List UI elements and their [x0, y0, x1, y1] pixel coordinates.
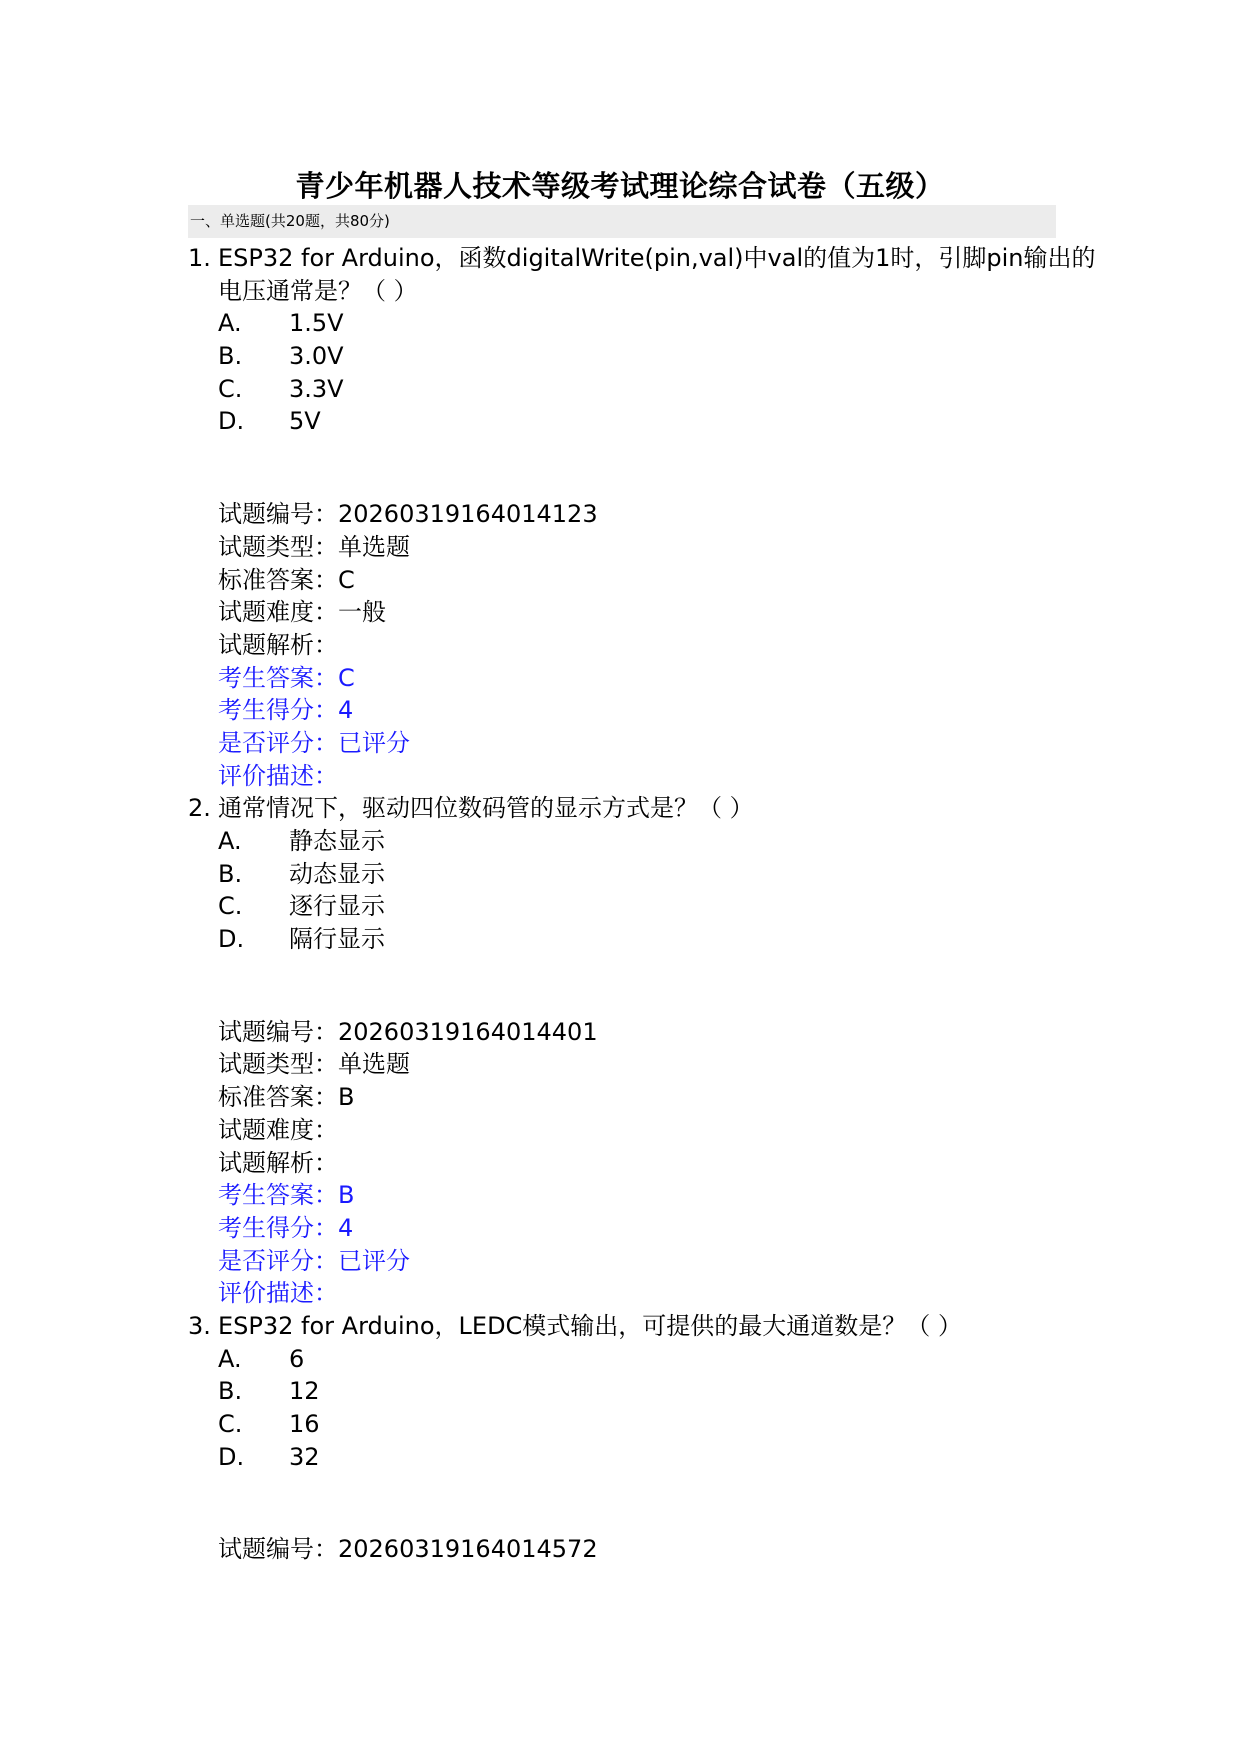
option-text: 3.3V — [289, 374, 344, 403]
meta-type — [218, 531, 1108, 564]
option-letter: A. — [218, 309, 242, 338]
option-text: 5V — [289, 407, 321, 436]
question-text: ESP32 for Arduino，LEDC模式输出，可提供的最大通道数是？（ ） — [218, 1311, 962, 1340]
option-letter: B. — [218, 1377, 243, 1406]
meta-value: C — [338, 565, 355, 594]
meta-label: 是否评分： — [218, 728, 338, 757]
page-title: 青少年机器人技术等级考试理论综合试卷（五级） — [295, 169, 945, 203]
meta-label: 试题编号： — [218, 1017, 338, 1046]
option-a — [218, 307, 1108, 340]
option-text: 动态显示 — [289, 859, 385, 888]
meta-label: 考生答案： — [218, 1181, 338, 1210]
option-letter: D. — [218, 925, 245, 954]
option-letter: D. — [218, 407, 245, 436]
option-c — [218, 1408, 1108, 1441]
meta-label: 考生得分： — [218, 696, 338, 725]
option-list — [218, 307, 1108, 438]
option-b — [218, 340, 1108, 373]
meta-comment — [218, 1277, 1108, 1310]
option-c — [218, 890, 1108, 923]
meta-label: 试题编号： — [218, 1535, 338, 1564]
meta-label: 评价描述： — [218, 1279, 338, 1308]
meta-label: 试题编号： — [218, 500, 338, 529]
option-letter: C. — [218, 892, 243, 921]
question-text: ESP32 for Arduino，函数digitalWrite(pin,val)中val的值为1时，引脚pin输出的电压通常是？（ ） — [218, 244, 1096, 305]
option-b — [218, 858, 1108, 891]
meta-value: B — [338, 1181, 355, 1210]
option-text: 6 — [289, 1344, 305, 1373]
meta-value: B — [338, 1083, 355, 1112]
question-text: 通常情况下，驱动四位数码管的显示方式是？（ ） — [218, 794, 754, 823]
meta-label: 试题难度： — [218, 598, 338, 627]
option-letter: C. — [218, 1410, 243, 1439]
meta-student-answer — [218, 662, 1108, 695]
meta-value: 已评分 — [338, 728, 410, 757]
meta-label: 试题解析： — [218, 630, 338, 659]
meta-comment — [218, 760, 1108, 793]
meta-label: 考生得分： — [218, 1213, 338, 1242]
question-2 — [188, 792, 1108, 1310]
meta-value: 单选题 — [338, 532, 410, 561]
option-letter: A. — [218, 827, 242, 856]
meta-analysis — [218, 1147, 1108, 1180]
meta-value: C — [338, 663, 355, 692]
question-list — [188, 242, 1108, 1566]
option-c — [218, 373, 1108, 406]
question-number: 3. — [188, 1311, 211, 1340]
question-meta — [218, 498, 1108, 792]
option-text: 32 — [289, 1442, 320, 1471]
question-stem — [188, 1310, 1108, 1343]
meta-type — [218, 1048, 1108, 1081]
meta-value: 4 — [338, 696, 354, 725]
option-text: 1.5V — [289, 309, 344, 338]
meta-label: 试题类型： — [218, 1050, 338, 1079]
question-meta — [218, 1016, 1108, 1310]
option-text: 3.0V — [289, 342, 344, 371]
option-text: 16 — [289, 1410, 320, 1439]
question-number: 2. — [188, 794, 211, 823]
meta-label: 试题类型： — [218, 532, 338, 561]
option-letter: B. — [218, 859, 243, 888]
question-stem — [188, 242, 1108, 307]
question-number: 1. — [188, 244, 211, 272]
option-list — [218, 825, 1108, 956]
question-1 — [188, 242, 1108, 792]
option-d — [218, 405, 1108, 438]
option-d — [218, 1441, 1108, 1474]
question-meta — [218, 1533, 1108, 1566]
meta-label: 标准答案： — [218, 1083, 338, 1112]
option-b — [218, 1375, 1108, 1408]
meta-value: 20260319164014572 — [338, 1535, 598, 1564]
meta-value: 一般 — [338, 598, 386, 627]
question-3 — [188, 1310, 1108, 1566]
option-text: 隔行显示 — [289, 925, 385, 954]
meta-score — [218, 694, 1108, 727]
meta-analysis — [218, 629, 1108, 662]
meta-label: 评价描述： — [218, 761, 338, 790]
meta-label: 标准答案： — [218, 565, 338, 594]
meta-value: 已评分 — [338, 1246, 410, 1275]
meta-id — [218, 1016, 1108, 1049]
meta-difficulty — [218, 596, 1108, 629]
meta-label: 是否评分： — [218, 1246, 338, 1275]
option-letter: A. — [218, 1344, 242, 1373]
meta-value: 4 — [338, 1213, 354, 1242]
option-a — [218, 1343, 1108, 1376]
option-letter: D. — [218, 1442, 245, 1471]
meta-graded — [218, 727, 1108, 760]
meta-answer — [218, 1081, 1108, 1114]
meta-difficulty — [218, 1114, 1108, 1147]
option-d — [218, 923, 1108, 956]
option-a — [218, 825, 1108, 858]
meta-value: 20260319164014401 — [338, 1017, 598, 1046]
meta-label: 试题解析： — [218, 1148, 338, 1177]
meta-student-answer — [218, 1179, 1108, 1212]
section-header: 一、单选题(共20题，共80分) — [188, 205, 1056, 238]
question-stem — [188, 792, 1108, 825]
meta-id — [218, 1533, 1108, 1566]
meta-label: 试题难度： — [218, 1115, 338, 1144]
meta-id — [218, 498, 1108, 531]
meta-graded — [218, 1245, 1108, 1278]
meta-label: 考生答案： — [218, 663, 338, 692]
meta-value: 20260319164014123 — [338, 500, 598, 529]
option-text: 12 — [289, 1377, 320, 1406]
option-text: 逐行显示 — [289, 892, 385, 921]
option-letter: B. — [218, 342, 243, 371]
meta-value: 单选题 — [338, 1050, 410, 1079]
meta-answer — [218, 564, 1108, 597]
option-list — [218, 1343, 1108, 1474]
option-text: 静态显示 — [289, 827, 385, 856]
meta-score — [218, 1212, 1108, 1245]
option-letter: C. — [218, 374, 243, 403]
